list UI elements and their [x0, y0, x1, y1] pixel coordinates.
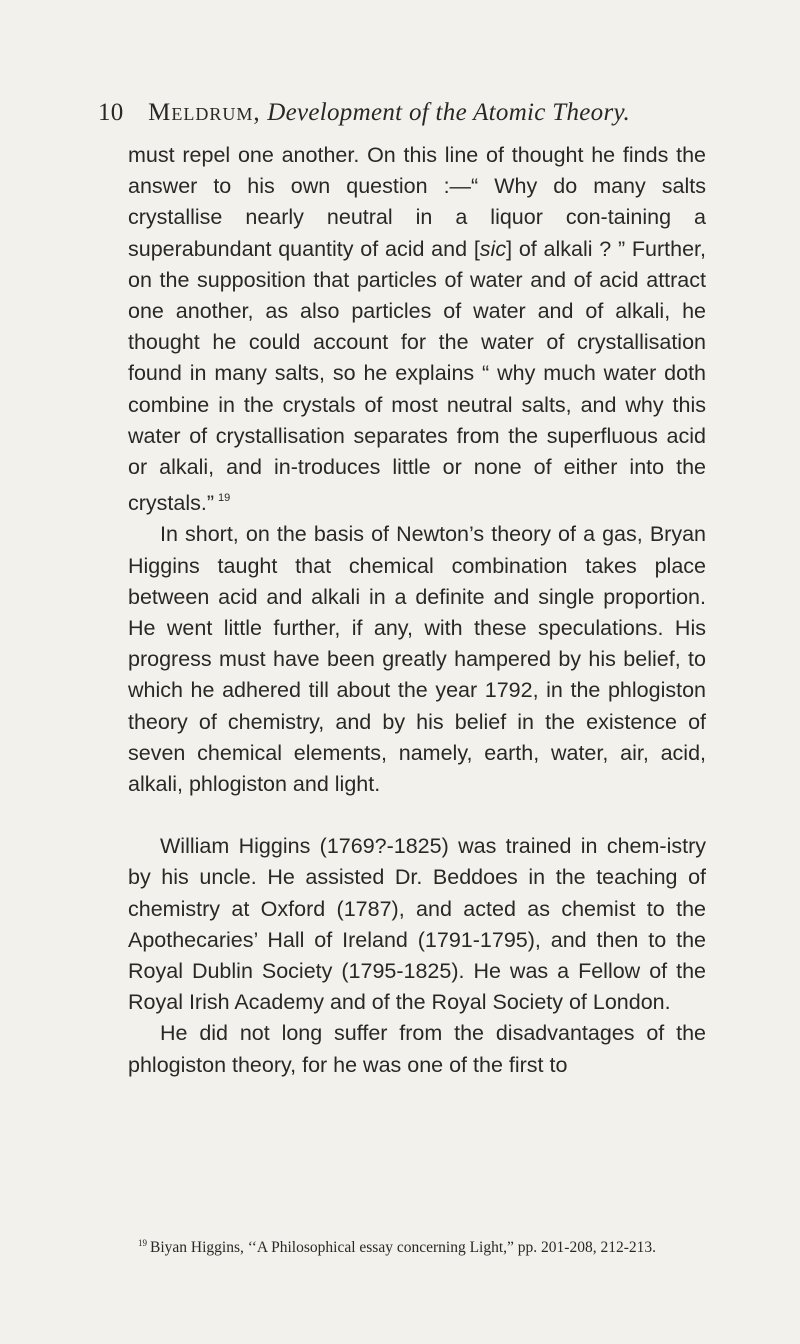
running-header-title: Development of the Atomic Theory. — [267, 99, 631, 126]
running-header-author: Meldrum, — [148, 99, 261, 126]
footnote — [128, 1231, 706, 1260]
paragraph-1 — [128, 140, 706, 519]
paragraph-1-part-a: must repel one another. On this line of thought he finds the answer to his own question :—“ Why do many salts crystallise nearly neutral in a liquor con-taining a superabundant quantity of acid and [ — [128, 143, 706, 261]
running-header — [98, 99, 718, 127]
sic-marker: sic — [479, 236, 507, 261]
paragraph-3: William Higgins (1769?-1825) was trained in chem-istry by his uncle. He assisted Dr. Beddoes in the teaching of chemistry at Oxford (1787), and acted as chemist to the Apothecaries’ Hall of Ireland (1791-1795), and then to the Royal Dublin Society (1795-1825). He was a Fellow of the Royal Irish Academy and of the Royal Society of London. — [128, 834, 706, 1015]
page-number: 10 — [98, 99, 124, 126]
footnote-text: Biyan Higgins, ‘‘A Philosophical essay concerning Light,” pp. 201-208, 212-213. — [150, 1239, 656, 1256]
footnote-reference: 19 — [218, 492, 231, 505]
body-text — [128, 140, 706, 1081]
paragraph-1-part-b: ] of alkali ? ” Further, on the supposition that particles of water and of acid attract one another, as also particles of water and of alkali, he thought he could account for the water of crystallisation found in many salts, so he explains “ why much water doth combine in the crystals of most neutral salts, and why this water of crystallisation separates from the superfluous acid or alkali, and in-troduces little or none of either into the crystals.” — [128, 236, 706, 516]
paragraph-4: He did not long suffer from the disadvantages of the phlogiston theory, for he was one of the first to — [128, 1021, 706, 1077]
footnote-number: 19 — [138, 1238, 147, 1248]
paragraph-2: In short, on the basis of Newton’s theory of a gas, Bryan Higgins taught that chemical combination takes place between acid and alkali in a definite and single proportion. He went little further, if any, with these speculations. His progress must have been greatly hampered by his belief, to which he adhered till about the year 1792, in the phlogiston theory of chemistry, and by his belief in the existence of seven chemical elements, namely, earth, water, air, acid, alkali, phlogiston and light. — [128, 522, 706, 797]
